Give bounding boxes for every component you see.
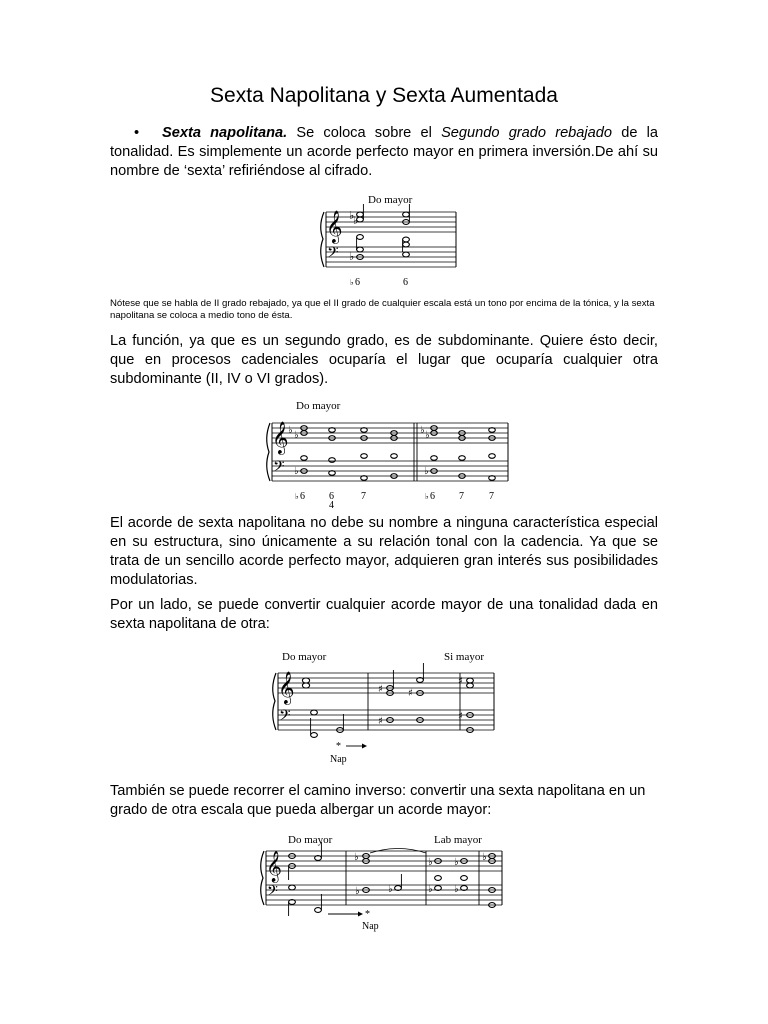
sharp-icon: ♯ [378, 684, 383, 695]
flat-icon: ♭ [349, 250, 355, 263]
flat-icon: ♭ [288, 425, 293, 436]
flat-icon: ♭ [355, 886, 360, 897]
brace [261, 851, 264, 905]
flat-icon: ♭ [295, 492, 299, 501]
notes [302, 678, 473, 738]
music-example-3 [270, 648, 500, 770]
example-label-left: Do mayor [282, 651, 327, 663]
figure: 4 [329, 500, 334, 511]
notes [289, 854, 496, 913]
flat-icon: ♭ [420, 425, 425, 436]
bass-staff-lines [326, 247, 456, 267]
music-example-4-staff [258, 830, 508, 934]
bass-clef-icon: 𝄢 [279, 707, 291, 728]
brace [321, 212, 324, 267]
term-sexta-napolitana: Sexta napolitana. [162, 125, 288, 141]
example-label-right: Si mayor [444, 651, 485, 663]
sharp-icon: ♯ [408, 688, 413, 699]
arrow-right-icon [362, 744, 367, 749]
notes [301, 426, 496, 481]
footnote: Nótese que se habla de II grado rebajado, ya que el II grado de cualquier escala está un tono por encima de la tónica, y la sexta napolitana se coloca a medio tono de ésta. [110, 298, 655, 321]
brace [267, 423, 270, 481]
flat-icon: ♭ [454, 884, 459, 895]
paragraph-funcion: La función, ya que es un segundo grado, es de subdominante. Quiere ésto decir, que en procesos cadenciales ocuparía el lugar que ocuparía cualquier otra subdominante (II, IV o VI grados). [110, 333, 658, 387]
treble-staff-lines [266, 851, 502, 871]
music-example-3-staff [270, 648, 500, 770]
example-label-right: Lab mayor [434, 834, 482, 846]
stems [357, 204, 410, 252]
arrow-right-icon [358, 912, 363, 917]
paragraph-camino-inverso: También se puede recorrer el camino inverso: convertir una sexta napolitana en un grado de otra escala que pueda albergar un acorde mayor: [110, 783, 646, 818]
sharp-icon: ♯ [458, 711, 463, 722]
flat-icon: ♭ [428, 857, 433, 868]
flat-icon: ♭ [425, 492, 429, 501]
flat-icon: ♭ [294, 430, 299, 441]
figure: 6 [300, 491, 305, 502]
music-example-4 [258, 830, 508, 934]
treble-clef-icon: 𝄞 [266, 851, 282, 882]
figure: 6 [329, 491, 334, 502]
example-label-key: Do mayor [368, 194, 413, 206]
treble-clef-icon: 𝄞 [272, 421, 289, 454]
figure: 7 [489, 491, 494, 502]
flat-icon: ♭ [454, 857, 459, 868]
treble-staff-lines [326, 212, 456, 232]
figure-6: 6 [403, 277, 408, 288]
flat-icon: ♭ [482, 852, 487, 863]
treble-clef-icon: 𝄞 [326, 210, 343, 243]
figure-6: 6 [355, 277, 360, 288]
text-segment: de la tonalidad. Es simplemente un acorde perfecto mayor en primera inversión.De ahí su nombre de ‘sexta’ refiriéndose al cifrado. [110, 125, 658, 179]
flat-icon: ♭ [294, 466, 299, 477]
flat-icon: ♭ [354, 852, 359, 863]
text-segment: Se coloca sobre el [287, 125, 442, 141]
asterisk: * [365, 909, 370, 920]
figure: 6 [430, 491, 435, 502]
music-example-1-staff [316, 192, 466, 292]
bass-staff-lines [266, 885, 502, 905]
italic-segundo-grado: Segundo grado rebajado [441, 125, 613, 141]
nap-label: Nap [362, 921, 379, 932]
stems [311, 663, 424, 735]
bass-clef-icon: 𝄢 [273, 458, 285, 479]
flat-icon: ♭ [428, 884, 433, 895]
bass-clef-icon: 𝄢 [267, 883, 278, 903]
flat-icon: ♭ [350, 278, 354, 287]
example-label-key: Do mayor [296, 400, 341, 412]
brace [273, 673, 276, 730]
flat-icon: ♭ [388, 884, 393, 895]
asterisk: * [336, 741, 341, 752]
example-label-left: Do mayor [288, 834, 333, 846]
nap-label: Nap [330, 754, 347, 765]
treble-clef-icon: 𝄞 [278, 671, 295, 704]
paragraph-convertir: Por un lado, se puede convertir cualquier acorde mayor de una tonalidad dada en sexta napolitana de otra: [110, 597, 658, 632]
flat-icon: ♭ [424, 466, 429, 477]
bass-clef-icon: 𝄢 [327, 244, 339, 265]
sharp-icon: ♯ [458, 676, 463, 687]
music-example-1 [316, 192, 466, 292]
flat-icon: ♭ [349, 209, 355, 222]
page-title: Sexta Napolitana y Sexta Aumentada [210, 84, 558, 107]
music-example-2-staff [262, 398, 514, 510]
figure: 7 [459, 491, 464, 502]
bullet: • [134, 125, 140, 141]
sharp-icon: ♯ [378, 716, 383, 727]
flat-icon: ♭ [425, 430, 430, 441]
flat-icon: ♭ [353, 214, 359, 227]
paragraph-napolitana-definition [110, 124, 658, 181]
figure: 7 [361, 491, 366, 502]
paragraph-estructura: El acorde de sexta napolitana no debe su nombre a ninguna característica especial en su estructura, sino únicamente a su relación tonal con la cadencia. Ya que se trata de un sencillo acorde perfecto mayor, adquieren gran interés sus posibilidades modulatorias. [110, 515, 658, 588]
music-example-2 [262, 398, 514, 510]
